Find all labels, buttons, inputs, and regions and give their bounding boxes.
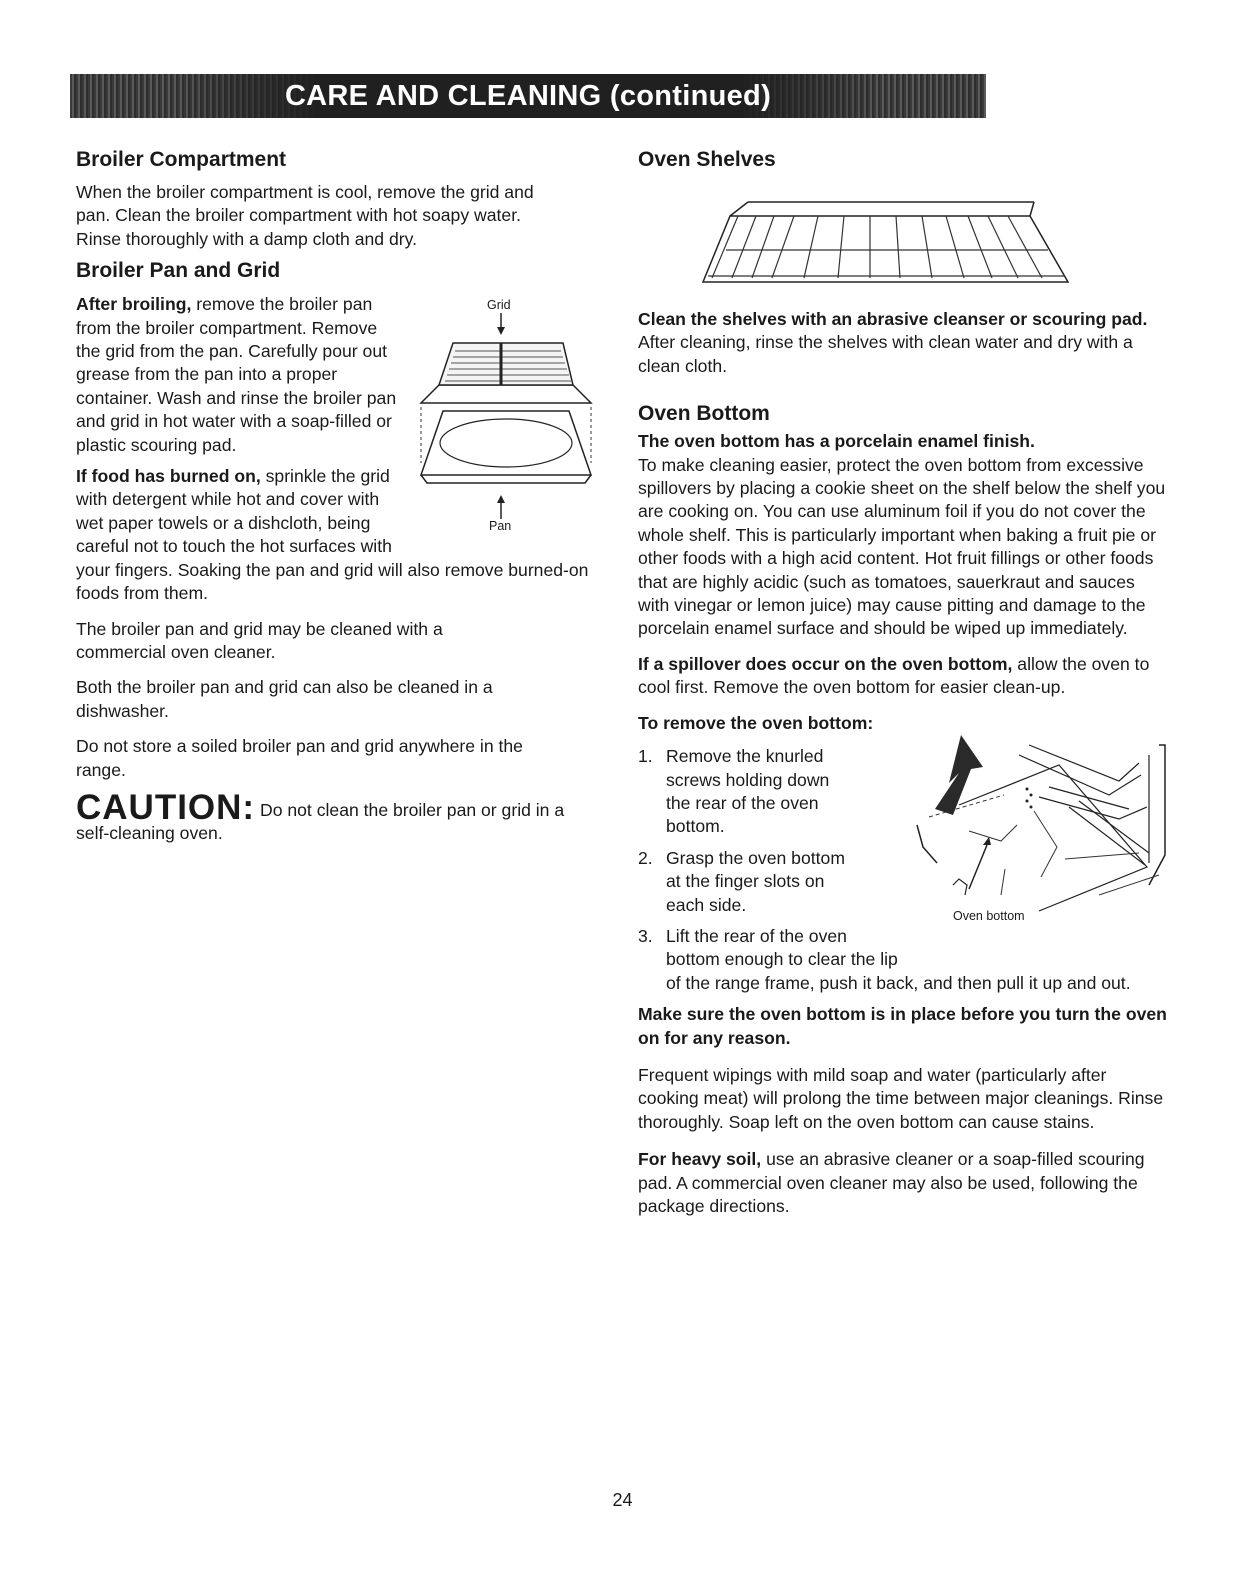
after-broiling-rest: remove the broiler pan from the broiler compartment. Remove the grid from the pan. Carefully pour out grease from the pan into a proper container. Wash and rinse the broiler pan and grid in hot water with a soap-filled or plastic scouring pad. [76,294,397,455]
broiler-pan-grid-figure [413,293,603,533]
frequent-wipings-text: Frequent wipings with mild soap and water (particularly after cooking meat) will prolong the time between major cleanings. Rinse thoroughly. Soap left on the oven bottom can cause stains. [638,1064,1164,1132]
grid-label: Grid [487,298,511,313]
broiler-compartment-heading: Broiler Compartment [76,148,287,171]
remove-heading-bold: To remove the oven bottom: [638,712,874,733]
oven-bottom-protect-text: To make cleaning easier, protect the oven bottom from excessive spillovers by placing a cookie sheet on the shelf below the shelf you are cooking on. You can use aluminum foil if you do not cover the whole shelf. This is particularly important when baking a fruit pie or other foods with a high acid content. Hot fruit fillings or other foods that are highly acidic (such as tomatoes, sauerkraut and sauces with vinegar or lemon juice) may cause pitting and damage to the porcelain enamel surface and should be wiped up immediately. [638,454,1166,639]
remove-oven-bottom-heading [638,712,1168,735]
banner-title-box [175,74,881,118]
oven-bottom-label: Oven bottom [953,909,1025,924]
broiler-compartment-text: When the broiler compartment is cool, remove the grid and pan. Clean the broiler compartment with hot soapy water. Rinse thoroughly with a damp cloth and dry. [76,182,534,249]
remove-steps-list [638,745,1168,995]
step-number: 1. [638,746,653,767]
oven-bottom-heading: Oven Bottom [638,402,770,426]
shelves-bold: Clean the shelves with an abrasive cleanser or scouring pad. [638,309,1148,329]
step-text: Grasp the oven bottom at the finger slots on each side. [666,847,845,915]
caution-rest: Do not clean the broiler pan or grid in a self-cleaning oven. [76,799,565,844]
shelves-rest: After cleaning, rinse the shelves with clean water and dry with a clean cloth. [638,332,1133,376]
shelves-text [638,308,1168,378]
heavy-soil-bold: For heavy soil, [638,1149,762,1170]
heavy-soil-rest: use an abrasive cleaner or a soap-filled scouring pad. A commercial oven cleaner may also be used, following the package directions. [638,1149,1145,1216]
section-banner [70,74,986,118]
step-text: Remove the knurled screws holding down the rear of the oven bottom. [666,746,830,837]
spillover-text [638,653,1168,700]
step-text: Lift the rear of the oven bottom enough to clear the lip of the range frame, push it back, and then pull it up and out. [666,925,1131,993]
caution-word: CAUTION: [76,787,256,827]
step-2 [638,847,1168,917]
broiler-pan-illustration [413,293,603,533]
left-column [76,148,591,846]
step-number: 3. [638,925,653,946]
safety-warning-bold: Make sure the oven bottom is in place before you turn the oven on for any reason. [638,1004,1167,1048]
right-column [638,148,1168,1218]
spillover-bold: If a spillover does occur on the oven bottom, [638,653,1013,674]
caution-text [76,787,591,846]
page-title: CARE AND CLEANING (continued) [284,79,772,112]
storage-text: Do not store a soiled broiler pan and grid anywhere in the range. [76,736,523,780]
dishwasher-text: Both the broiler pan and grid can also be cleaned in a dishwasher. [76,677,493,721]
heavy-soil-text [638,1148,1168,1218]
safety-warning [638,1003,1168,1050]
broiler-pan-grid-heading: Broiler Pan and Grid [76,259,281,283]
porcelain-finish-bold: The oven bottom has a porcelain enamel finish. [638,431,1035,452]
burned-on-bold: If food has burned on, [76,466,261,487]
step-3 [638,925,1168,995]
spillover-rest: allow the oven to cool first. Remove the oven bottom for easier clean-up. [638,653,1150,698]
pan-label: Pan [489,519,512,534]
oven-shelves-heading: Oven Shelves [638,148,776,171]
after-broiling-bold: After broiling, [76,294,192,315]
step-number: 2. [638,847,653,868]
step-1 [638,745,1168,839]
burned-on-rest: sprinkle the grid with detergent while hot and cover with wet paper towels or a dishcloth, being careful not to touch the hot surfaces with your fingers. Soaking the pan and grid will also remove burned-on foods from them. [76,466,589,604]
commercial-cleaner-text: The broiler pan and grid may be cleaned with a commercial oven cleaner. [76,618,443,662]
oven-bottom-subheading [638,430,1168,453]
page-number: 24 [612,1490,633,1510]
oven-shelf-illustration [638,172,1168,292]
